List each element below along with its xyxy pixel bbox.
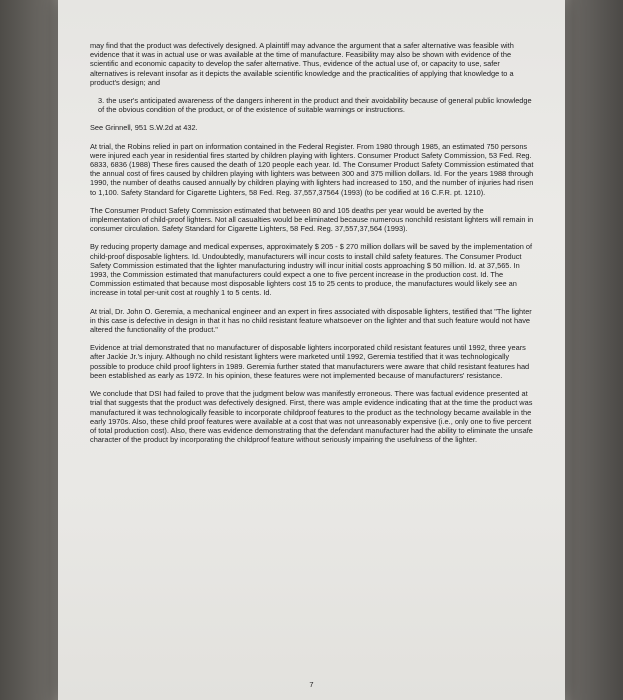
- document-body: [90, 41, 535, 453]
- paragraph-federal-register: At trial, the Robins relied in part on information contained in the Federal Register. From 1980 through 1985, an estimated 750 persons were injured each year in residential fires started by children playing with lighters. Consumer Product Safety Commission, 53 Fed. Reg. 6833, 6836 (1988) These fires caused the death of 120 people each year. Id. The Consumer Product Safety Commission estimated that the annual cost of fires caused by children playing with lighters was between 300 and 375 million dollars. Id. For the years 1988 through 1990, the number of deaths caused annually by children playing with lighters had increased to 150, and the number of injuries had risen to 1,100. Safety Standard for Cigarette Lighters, 58 Fed. Reg. 37,557,37564 (1993) (to be codified at 16 C.F.R. pt. 1210).: [90, 141, 534, 197]
- paragraph-user-awareness: 3. the user's anticipated awareness of the dangers inherent in the product and their avoidability because of general public knowledge of the obvious condition of the product, or of the existence of suitable warnings or instructions.: [98, 96, 532, 115]
- paragraph-deaths-averted: The Consumer Product Safety Commission estimated that between 80 and 105 deaths per year would be averted by the implementation of child-proof lighters. Not all casualties would be eliminated because numerous nonchild resistant lighters will remain in consumer circulation. Safety Standard for Cigarette Lighters, 58 Fed. Reg. 37,557,37,564 (1993).: [90, 205, 534, 234]
- paragraph-expert-testimony: At trial, Dr. John O. Geremia, a mechanical engineer and an expert in fires associated with disposable lighters, testified that "The lighter in this case is defective in design in that it has no child resistant feature whatsoever on the lighter and that such feature would not have altered the functionality of the product.": [90, 306, 532, 335]
- paragraph-trial-evidence: Evidence at trial demonstrated that no manufacturer of disposable lighters incorporated child resistant features until 1992, three years after Jackie Jr.'s injury. Although no child resistant lighters were marketed until 1992, Geremia testified that it was technologically possible to produce child proof lighters in 1989. Geremia further stated that manufacturers were aware that child resistant features had been established as early as 1972. In his opinion, these features were not implemented because of manufacturers' resistance.: [90, 343, 530, 380]
- page-number: 7: [309, 680, 314, 689]
- paragraph-conclusion: We conclude that DSI had failed to prove that the judgment below was manifestly erroneous. There was factual evidence presented at trial that suggests that the product was defectively designed. First, there was ample evidence indicating that at the time the product was manufactured it was technologically feasible to incorporate childproof features to the product as the technology became available in the early 1970s. Also, these child proof features were available at a cost that was not unreasonably expensive (i.e., only one to five percent of total production cost). Also, there was evidence demonstrating that the defendant manufacturer had the ability to eliminate the unsafe character of the product by incorporating the childproof feature without seriously impairing the usefulness of the lighter.: [90, 389, 533, 445]
- paragraph-costs: By reducing property damage and medical expenses, approximately $ 205 - $ 270 million dollars will be saved by the implementation of child-proof disposable lighters. Id. Undoubtedly, manufacturers will incur costs to install child safety features. The Consumer Product Safety Commission estimated that the lighter manufacturing industry will incur initial costs approaching $ 50 million. Id. at 37,565. In 1993, the Commission estimated that manufacturers could expect a one to five percent increase in the production cost. Id. The Commission estimated that because most disposable lighters cost 15 to 25 cents to produce, the manufactures would likely see an increase in total per-unit cost at roughly 1 to 5 cents. Id.: [90, 242, 533, 298]
- paragraph-design-defect: may find that the product was defectively designed. A plaintiff may advance the argument that a safer alternative was feasible with evidence that it was in actual use or was available at the time of manufacture. Feasibility may also be shown with evidence of the scientific and economic capacity to develop the safer alternative. Thus, evidence of the actual use of, or capacity to use, safer alternatives is relevant insofar as it depicts the available scientific knowledge and the practicalities of applying that knowledge to a product's design; and: [90, 41, 514, 87]
- paragraph-citation: See Grinnell, 951 S.W.2d at 432.: [90, 123, 198, 133]
